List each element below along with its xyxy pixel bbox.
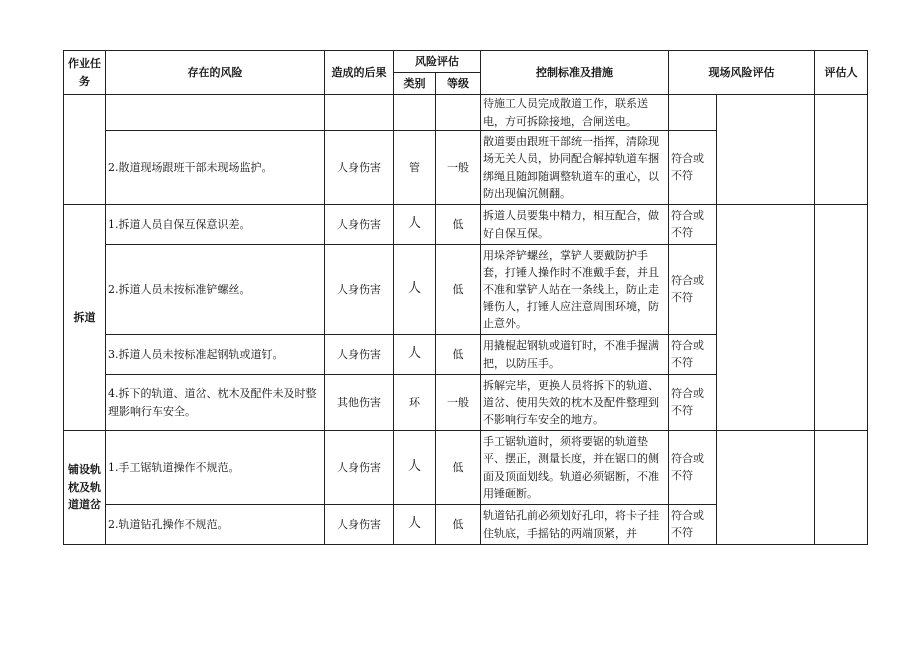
site-eval-cell: 符合或不符 <box>669 205 717 245</box>
level-cell: 低 <box>436 205 481 245</box>
task-cell-laying: 铺设轨枕及轨道道岔 <box>64 431 106 545</box>
header-assessor: 评估人 <box>815 51 868 95</box>
category-cell: 环 <box>394 375 436 431</box>
header-site-assessment: 现场风险评估 <box>669 51 815 95</box>
header-category: 类别 <box>394 73 436 95</box>
consequence-cell: 人身伤害 <box>325 335 394 375</box>
measures-cell: 拆道人员要集中精力，相互配合，做好自保互保。 <box>481 205 669 245</box>
category-cell: 人 <box>394 245 436 335</box>
category-cell: 人 <box>394 205 436 245</box>
level-cell: 低 <box>436 505 481 545</box>
category-cell: 管 <box>394 131 436 205</box>
measures-cell: 散道要由跟班干部统一指挥，清除现场无关人员，协同配合解掉轨道车捆绑绳且随卸随调整轨道车的重心，以防出现偏沉侧翻。 <box>481 131 669 205</box>
task-cell-dismantle: 拆道 <box>64 205 106 431</box>
site-eval-cell: 符合或不符 <box>669 375 717 431</box>
header-risk: 存在的风险 <box>106 51 325 95</box>
level-cell: 低 <box>436 335 481 375</box>
site-eval-cell: 符合或不符 <box>669 335 717 375</box>
site-eval-cell <box>669 95 717 131</box>
task-cell-empty <box>64 95 106 205</box>
table-row <box>64 205 868 245</box>
consequence-cell: 人身伤害 <box>325 205 394 245</box>
risk-cell: 1.拆道人员自保互保意识差。 <box>106 205 325 245</box>
risk-cell <box>106 95 325 131</box>
level-cell <box>436 95 481 131</box>
site-extra-cell <box>717 95 815 205</box>
table-row <box>64 95 868 131</box>
risk-assessment-table <box>63 50 868 545</box>
level-cell: 一般 <box>436 131 481 205</box>
header-task: 作业任务 <box>64 51 106 95</box>
category-cell: 人 <box>394 505 436 545</box>
assessor-cell <box>815 431 868 545</box>
site-extra-cell <box>717 205 815 431</box>
risk-cell: 2.轨道钻孔操作不规范。 <box>106 505 325 545</box>
header-assessment: 风险评估 <box>394 51 481 73</box>
level-cell: 一般 <box>436 375 481 431</box>
consequence-cell: 人身伤害 <box>325 505 394 545</box>
consequence-cell: 人身伤害 <box>325 431 394 505</box>
header-consequence: 造成的后果 <box>325 51 394 95</box>
category-cell: 人 <box>394 431 436 505</box>
site-eval-cell: 符合或不符 <box>669 505 717 545</box>
risk-cell: 2.散道现场跟班干部未现场监护。 <box>106 131 325 205</box>
site-eval-cell: 符合或不符 <box>669 245 717 335</box>
consequence-cell: 其他伤害 <box>325 375 394 431</box>
risk-cell: 3.拆道人员未按标准起钢轨或道钉。 <box>106 335 325 375</box>
risk-cell: 1.手工锯轨道操作不规范。 <box>106 431 325 505</box>
level-cell: 低 <box>436 431 481 505</box>
assessor-cell <box>815 95 868 205</box>
measures-cell: 手工锯轨道时，须将要锯的轨道垫平、摆正，测量长度，并在锯口的侧面及顶面划线。轨道必须锯断，不准用锤砸断。 <box>481 431 669 505</box>
measures-cell: 用撬棍起钢轨或道钉时，不准手握满把，以防压手。 <box>481 335 669 375</box>
table-row <box>64 431 868 505</box>
header-level: 等级 <box>436 73 481 95</box>
header-measures: 控制标准及措施 <box>481 51 669 95</box>
consequence-cell: 人身伤害 <box>325 131 394 205</box>
header-row-1 <box>64 51 868 73</box>
consequence-cell <box>325 95 394 131</box>
risk-cell: 4.拆下的轨道、道岔、枕木及配件未及时整理影响行车安全。 <box>106 375 325 431</box>
assessor-cell <box>815 205 868 431</box>
measures-cell: 待施工人员完成散道工作，联系送电，方可拆除接地，合闸送电。 <box>481 95 669 131</box>
site-extra-cell <box>717 431 815 545</box>
measures-cell: 用垛斧铲螺丝，掌铲人要戴防护手套，打锤人操作时不准戴手套，并且不准和掌铲人站在一条线上，防止走锤伤人，打锤人应注意周围环境，防止意外。 <box>481 245 669 335</box>
site-eval-cell: 符合或不符 <box>669 131 717 205</box>
consequence-cell: 人身伤害 <box>325 245 394 335</box>
site-eval-cell: 符合或不符 <box>669 431 717 505</box>
category-cell: 人 <box>394 335 436 375</box>
risk-cell: 2.拆道人员未按标准铲螺丝。 <box>106 245 325 335</box>
category-cell <box>394 95 436 131</box>
level-cell: 低 <box>436 245 481 335</box>
measures-cell: 拆解完毕，更换人员将拆下的轨道、道岔、使用失效的枕木及配件整理到不影响行车安全的地方。 <box>481 375 669 431</box>
measures-cell: 轨道钻孔前必须划好孔印，将卡子挂住轨底，手摇钻的两端顶紧，并 <box>481 505 669 545</box>
